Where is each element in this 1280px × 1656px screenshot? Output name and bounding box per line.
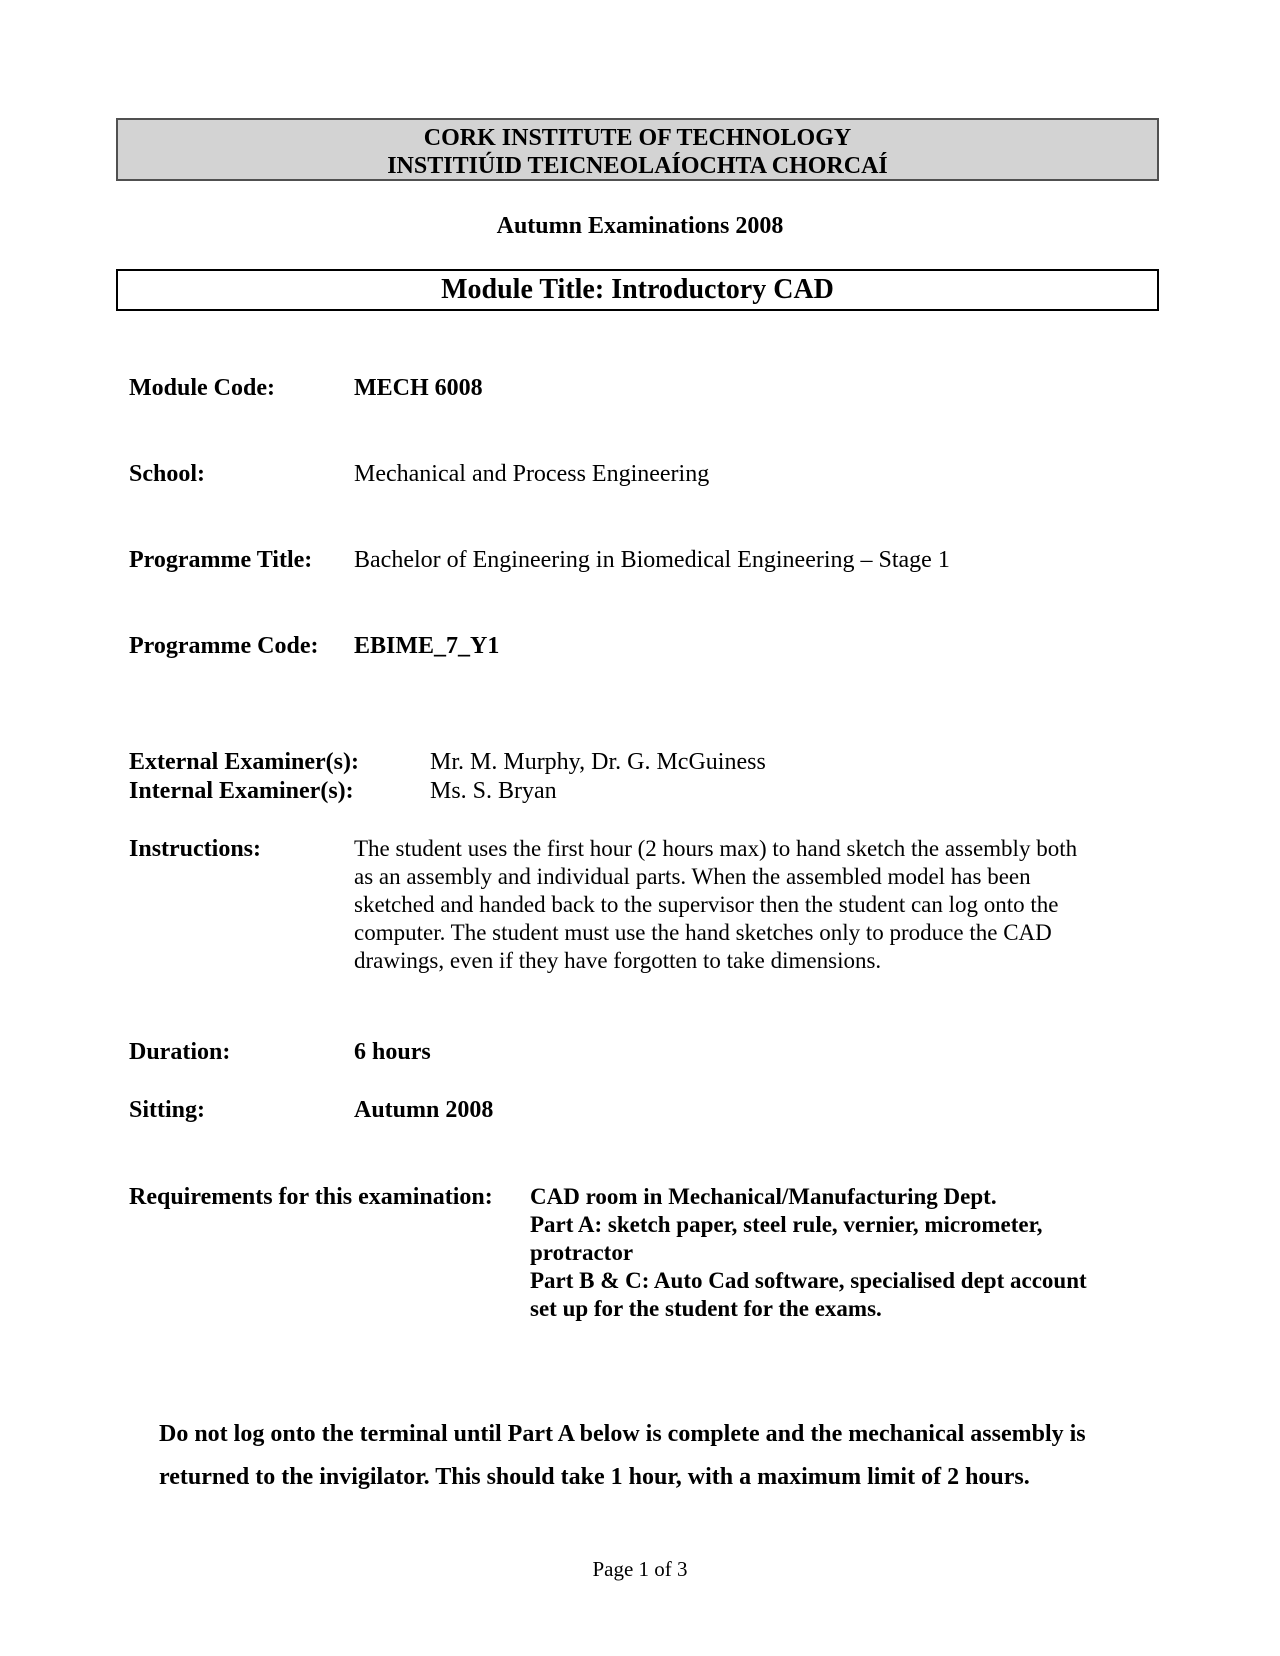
requirements-line: CAD room in Mechanical/Manufacturing Dept. bbox=[530, 1184, 997, 1209]
requirements-text bbox=[530, 1183, 1150, 1323]
requirements-line: protractor bbox=[530, 1240, 634, 1265]
sitting-label: Sitting: bbox=[129, 1097, 206, 1123]
module-title-box bbox=[116, 269, 1159, 311]
school-label: School: bbox=[129, 461, 206, 487]
programme-title-label: Programme Title: bbox=[129, 547, 313, 573]
programme-code-label: Programme Code: bbox=[129, 633, 319, 659]
institute-name-irish: INSTITIÚID TEICNEOLAÍOCHTA CHORCAÍ bbox=[387, 153, 888, 179]
requirements-line: Part A: sketch paper, steel rule, vernier, micrometer, bbox=[530, 1212, 1043, 1237]
internal-examiners-value: Ms. S. Bryan bbox=[430, 778, 557, 804]
module-code-label: Module Code: bbox=[129, 375, 275, 401]
programme-title-value: Bachelor of Engineering in Biomedical Engineering – Stage 1 bbox=[354, 547, 950, 573]
external-examiners-label: External Examiner(s): bbox=[129, 749, 359, 775]
institute-header-box bbox=[116, 118, 1159, 181]
warning-line-2: returned to the invigilator. This should take 1 hour, with a maximum limit of 2 hours. bbox=[159, 1464, 1030, 1490]
requirements-line: Part B & C: Auto Cad software, specialised dept account bbox=[530, 1268, 1087, 1293]
instructions-line: sketched and handed back to the supervisor then the student can log onto the bbox=[354, 892, 1059, 917]
instructions-label: Instructions: bbox=[129, 836, 262, 862]
requirements-line: set up for the student for the exams. bbox=[530, 1296, 882, 1321]
sitting-value: Autumn 2008 bbox=[354, 1097, 494, 1123]
external-examiners-value: Mr. M. Murphy, Dr. G. McGuiness bbox=[430, 749, 766, 775]
instructions-line: The student uses the first hour (2 hours max) to hand sketch the assembly both bbox=[354, 836, 1078, 861]
institute-name-english: CORK INSTITUTE OF TECHNOLOGY bbox=[423, 125, 852, 151]
requirements-label: Requirements for this examination: bbox=[129, 1184, 493, 1210]
page-number: Page 1 of 3 bbox=[592, 1557, 688, 1581]
duration-label: Duration: bbox=[129, 1039, 231, 1065]
duration-value: 6 hours bbox=[354, 1039, 431, 1065]
programme-code-value: EBIME_7_Y1 bbox=[354, 633, 500, 659]
exam-session-title: Autumn Examinations 2008 bbox=[496, 213, 784, 239]
log-on-warning bbox=[159, 1413, 1159, 1499]
internal-examiners-label: Internal Examiner(s): bbox=[129, 778, 354, 804]
module-title: Module Title: Introductory CAD bbox=[441, 274, 834, 305]
instructions-line: as an assembly and individual parts. When the assembled model has been bbox=[354, 864, 1031, 889]
module-code-value: MECH 6008 bbox=[354, 375, 483, 401]
instructions-line: computer. The student must use the hand sketches only to produce the CAD bbox=[354, 920, 1052, 945]
school-value: Mechanical and Process Engineering bbox=[354, 461, 710, 487]
warning-line-1: Do not log onto the terminal until Part A below is complete and the mechanical assembly is bbox=[159, 1421, 1086, 1447]
instructions-text bbox=[354, 835, 1154, 975]
instructions-line: drawings, even if they have forgotten to take dimensions. bbox=[354, 948, 882, 973]
